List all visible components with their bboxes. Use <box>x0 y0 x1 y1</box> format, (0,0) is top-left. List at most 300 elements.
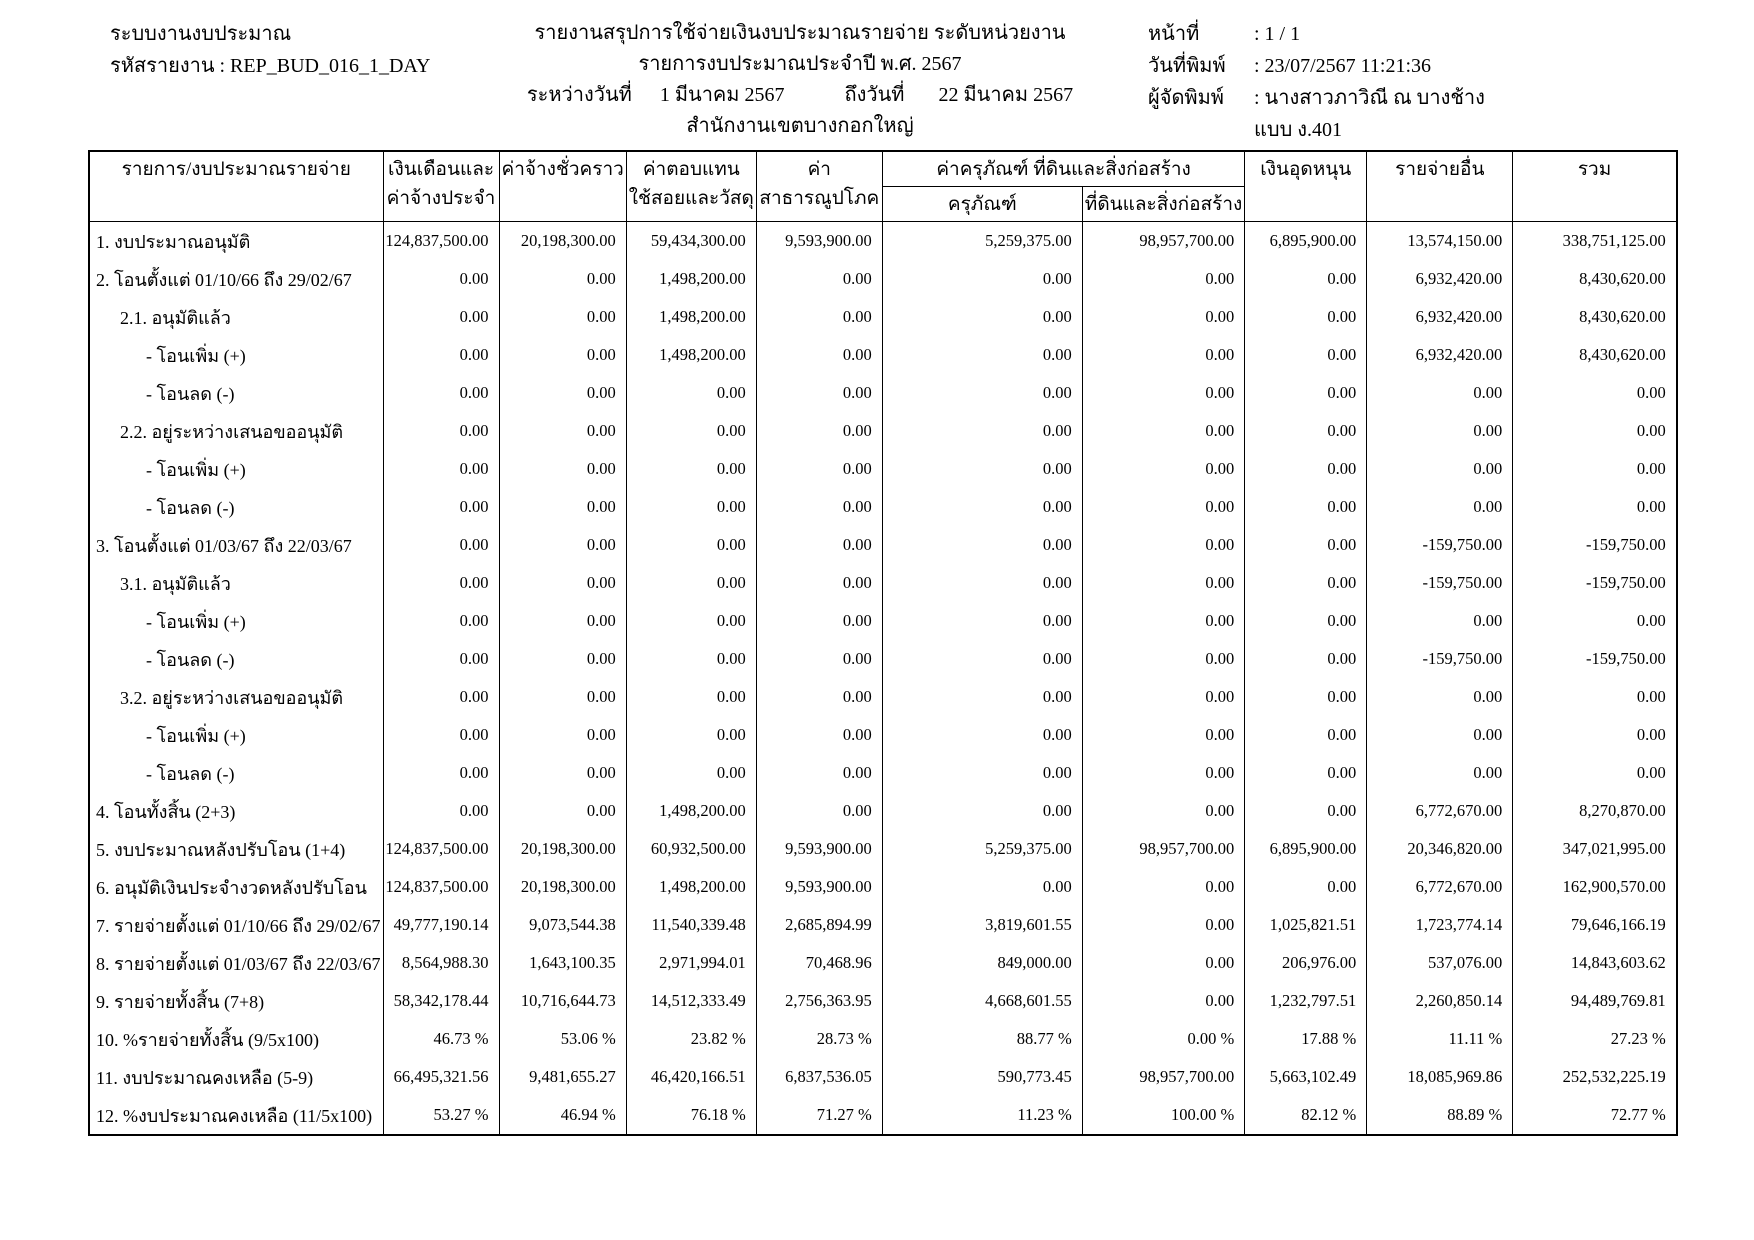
cell-value: 8,430,620.00 <box>1513 260 1677 298</box>
cell-value: 0.00 <box>1513 678 1677 716</box>
cell-value: 0.00 <box>626 526 756 564</box>
cell-value: 537,076.00 <box>1367 944 1513 982</box>
cell-value: 0.00 <box>383 526 499 564</box>
cell-value: 46,420,166.51 <box>626 1058 756 1096</box>
cell-value: 0.00 <box>1513 602 1677 640</box>
col-compensation-header <box>626 151 756 222</box>
table-row <box>89 298 1677 336</box>
cell-value: 0.00 <box>1245 716 1367 754</box>
cell-value: 6,895,900.00 <box>1245 830 1367 868</box>
page-number-label: หน้าที่ <box>1148 23 1200 45</box>
cell-value: 0.00 <box>1082 640 1244 678</box>
date-range-line <box>380 80 1220 111</box>
cell-value: 0.00 <box>1082 906 1244 944</box>
cell-value: 0.00 <box>1082 412 1244 450</box>
cell-value: 49,777,190.14 <box>383 906 499 944</box>
cell-value: 27.23 % <box>1513 1020 1677 1058</box>
cell-value: 0.00 <box>882 716 1082 754</box>
row-label: 10. %รายจ่ายทั้งสิ้น (9/5x100) <box>89 1020 383 1058</box>
col-salary-line2: ค่าจ้างประจำ <box>386 188 496 209</box>
cell-value: 0.00 <box>1245 564 1367 602</box>
cell-value: 0.00 <box>383 412 499 450</box>
cell-value: 1,723,774.14 <box>1367 906 1513 944</box>
cell-value: 46.73 % <box>383 1020 499 1058</box>
cell-value: 0.00 <box>1513 450 1677 488</box>
cell-value: 0.00 <box>499 564 626 602</box>
row-label: - โอนเพิ่ม (+) <box>89 450 383 488</box>
table-row <box>89 488 1677 526</box>
cell-value: 0.00 <box>1367 450 1513 488</box>
cell-value: 0.00 <box>882 260 1082 298</box>
cell-value: 0.00 <box>626 640 756 678</box>
cell-value: 76.18 % <box>626 1096 756 1135</box>
cell-value: 0.00 <box>383 374 499 412</box>
cell-value: 0.00 <box>756 488 882 526</box>
cell-value: 1,498,200.00 <box>626 298 756 336</box>
cell-value: 0.00 <box>499 450 626 488</box>
table-row <box>89 716 1677 754</box>
cell-value: 1,025,821.51 <box>1245 906 1367 944</box>
cell-value: 0.00 <box>1082 868 1244 906</box>
cell-value: 0.00 <box>882 678 1082 716</box>
cell-value: 0.00 <box>499 336 626 374</box>
cell-value: 0.00 <box>756 602 882 640</box>
cell-value: 0.00 <box>383 564 499 602</box>
cell-value: 72.77 % <box>1513 1096 1677 1135</box>
cell-value: 0.00 <box>1245 488 1367 526</box>
cell-value: 0.00 <box>1245 792 1367 830</box>
row-label: 3.2. อยู่ระหว่างเสนอขออนุมัติ <box>89 678 383 716</box>
budget-table-body <box>89 222 1677 1136</box>
cell-value: 0.00 <box>1082 716 1244 754</box>
table-row <box>89 564 1677 602</box>
cell-value: 0.00 <box>1082 944 1244 982</box>
cell-value: 6,932,420.00 <box>1367 336 1513 374</box>
row-label: - โอนลด (-) <box>89 754 383 792</box>
cell-value: 0.00 <box>1082 298 1244 336</box>
cell-value: 0.00 <box>499 374 626 412</box>
table-row <box>89 336 1677 374</box>
cell-value: 8,430,620.00 <box>1513 298 1677 336</box>
cell-value: 0.00 <box>1367 716 1513 754</box>
cell-value: 0.00 <box>1082 754 1244 792</box>
cell-value: 60,932,500.00 <box>626 830 756 868</box>
cell-value: 162,900,570.00 <box>1513 868 1677 906</box>
row-label: 4. โอนทั้งสิ้น (2+3) <box>89 792 383 830</box>
cell-value: 0.00 <box>626 564 756 602</box>
cell-value: -159,750.00 <box>1367 640 1513 678</box>
system-name: ระบบงานงบประมาณ <box>110 23 292 45</box>
table-row <box>89 260 1677 298</box>
cell-value: 0.00 <box>499 260 626 298</box>
cell-value: 0.00 <box>626 450 756 488</box>
row-label: 6. อนุมัติเงินประจำงวดหลังปรับโอน <box>89 868 383 906</box>
col-subsidy-header: เงินอุดหนุน <box>1245 151 1367 222</box>
table-row <box>89 830 1677 868</box>
col-land-subheader: ที่ดินและสิ่งก่อสร้าง <box>1082 187 1244 222</box>
cell-value: 4,668,601.55 <box>882 982 1082 1020</box>
row-label: 11. งบประมาณคงเหลือ (5-9) <box>89 1058 383 1096</box>
cell-value: 98,957,700.00 <box>1082 222 1244 261</box>
cell-value: 0.00 <box>1082 678 1244 716</box>
cell-value: 0.00 <box>1245 450 1367 488</box>
cell-value: 2,756,363.95 <box>756 982 882 1020</box>
cell-value: 0.00 <box>1082 526 1244 564</box>
cell-value: 0.00 <box>383 260 499 298</box>
cell-value: 53.27 % <box>383 1096 499 1135</box>
cell-value: 14,512,333.49 <box>626 982 756 1020</box>
row-label: 2. โอนตั้งแต่ 01/10/66 ถึง 29/02/67 <box>89 260 383 298</box>
table-row <box>89 944 1677 982</box>
table-row <box>89 374 1677 412</box>
col-temp-wage-header: ค่าจ้างชั่วคราว <box>499 151 626 222</box>
cell-value: 98,957,700.00 <box>1082 830 1244 868</box>
cell-value: 0.00 <box>499 678 626 716</box>
cell-value: 2,685,894.99 <box>756 906 882 944</box>
row-label: 12. %งบประมาณคงเหลือ (11/5x100) <box>89 1096 383 1135</box>
cell-value: 1,498,200.00 <box>626 792 756 830</box>
table-header <box>89 151 1677 222</box>
cell-value: 0.00 <box>756 754 882 792</box>
cell-value: 0.00 <box>1367 488 1513 526</box>
cell-value: 0.00 <box>499 526 626 564</box>
cell-value: 0.00 <box>383 298 499 336</box>
cell-value: 0.00 <box>383 716 499 754</box>
cell-value: 23.82 % <box>626 1020 756 1058</box>
cell-value: 338,751,125.00 <box>1513 222 1677 261</box>
cell-value: 6,772,670.00 <box>1367 792 1513 830</box>
cell-value: -159,750.00 <box>1513 564 1677 602</box>
row-label: - โอนลด (-) <box>89 640 383 678</box>
cell-value: 0.00 <box>499 488 626 526</box>
cell-value: 0.00 % <box>1082 1020 1244 1058</box>
cell-value: 71.27 % <box>756 1096 882 1135</box>
cell-value: 1,498,200.00 <box>626 868 756 906</box>
cell-value: 206,976.00 <box>1245 944 1367 982</box>
cell-value: 1,498,200.00 <box>626 336 756 374</box>
cell-value: 0.00 <box>882 412 1082 450</box>
cell-value: 46.94 % <box>499 1096 626 1135</box>
cell-value: 0.00 <box>882 488 1082 526</box>
col-salary-header <box>383 151 499 222</box>
cell-value: 0.00 <box>1245 678 1367 716</box>
cell-value: 0.00 <box>1367 602 1513 640</box>
cell-value: 9,481,655.27 <box>499 1058 626 1096</box>
cell-value: 70,468.96 <box>756 944 882 982</box>
cell-value: 20,198,300.00 <box>499 868 626 906</box>
from-date: 1 มีนาคม 2567 <box>659 84 785 106</box>
report-title-line2: รายการงบประมาณประจำปี พ.ศ. 2567 <box>638 53 962 75</box>
row-label: 2.2. อยู่ระหว่างเสนอขออนุมัติ <box>89 412 383 450</box>
cell-value: 0.00 <box>756 412 882 450</box>
cell-value: 0.00 <box>882 336 1082 374</box>
cell-value: 17.88 % <box>1245 1020 1367 1058</box>
cell-value: 0.00 <box>626 412 756 450</box>
cell-value: 0.00 <box>756 298 882 336</box>
table-row <box>89 754 1677 792</box>
row-label: 3.1. อนุมัติแล้ว <box>89 564 383 602</box>
cell-value: 0.00 <box>882 868 1082 906</box>
row-label: - โอนเพิ่ม (+) <box>89 336 383 374</box>
cell-value: -159,750.00 <box>1513 640 1677 678</box>
printed-by-label: ผู้จัดพิมพ์ <box>1148 87 1224 109</box>
cell-value: 0.00 <box>383 792 499 830</box>
cell-value: 1,232,797.51 <box>1245 982 1367 1020</box>
cell-value: -159,750.00 <box>1367 564 1513 602</box>
cell-value: 0.00 <box>1082 564 1244 602</box>
cell-value: 0.00 <box>1513 374 1677 412</box>
table-row <box>89 792 1677 830</box>
row-label: 8. รายจ่ายตั้งแต่ 01/03/67 ถึง 22/03/67 <box>89 944 383 982</box>
cell-value: 0.00 <box>1082 450 1244 488</box>
cell-value: 0.00 <box>383 640 499 678</box>
cell-value: 124,837,500.00 <box>383 868 499 906</box>
cell-value: 11.23 % <box>882 1096 1082 1135</box>
cell-value: 100.00 % <box>1082 1096 1244 1135</box>
cell-value: 9,593,900.00 <box>756 222 882 261</box>
cell-value: 3,819,601.55 <box>882 906 1082 944</box>
table-row <box>89 412 1677 450</box>
cell-value: 0.00 <box>499 640 626 678</box>
row-label: 2.1. อนุมัติแล้ว <box>89 298 383 336</box>
cell-value: 98,957,700.00 <box>1082 1058 1244 1096</box>
col-utilities-line2: สาธารณูปโภค <box>759 188 880 209</box>
cell-value: 20,198,300.00 <box>499 830 626 868</box>
table-row <box>89 222 1677 261</box>
cell-value: 0.00 <box>756 526 882 564</box>
cell-value: 6,895,900.00 <box>1245 222 1367 261</box>
cell-value: 0.00 <box>499 792 626 830</box>
col-salary-line1: เงินเดือนและ <box>387 159 495 180</box>
cell-value: 0.00 <box>882 602 1082 640</box>
cell-value: 0.00 <box>383 754 499 792</box>
cell-value: 347,021,995.00 <box>1513 830 1677 868</box>
cell-value: 82.12 % <box>1245 1096 1367 1135</box>
cell-value: 124,837,500.00 <box>383 222 499 261</box>
table-row <box>89 982 1677 1020</box>
cell-value: 252,532,225.19 <box>1513 1058 1677 1096</box>
cell-value: 8,270,870.00 <box>1513 792 1677 830</box>
print-date-label: วันที่พิมพ์ <box>1148 55 1226 77</box>
cell-value: 1,643,100.35 <box>499 944 626 982</box>
cell-value: 59,434,300.00 <box>626 222 756 261</box>
to-label: ถึงวันที่ <box>844 84 905 106</box>
report-code: รหัสรายงาน : REP_BUD_016_1_DAY <box>110 55 431 77</box>
cell-value: 2,971,994.01 <box>626 944 756 982</box>
cell-value: 14,843,603.62 <box>1513 944 1677 982</box>
cell-value: 0.00 <box>882 526 1082 564</box>
report-title-line1: รายงานสรุปการใช้จ่ายเงินงบประมาณรายจ่าย ระดับหน่วยงาน <box>534 22 1066 44</box>
table-row <box>89 1096 1677 1135</box>
row-label: - โอนลด (-) <box>89 488 383 526</box>
cell-value: 0.00 <box>383 488 499 526</box>
cell-value: 0.00 <box>383 678 499 716</box>
cell-value: 0.00 <box>626 754 756 792</box>
cell-value: 0.00 <box>882 792 1082 830</box>
page-number-value: : 1 / 1 <box>1254 23 1301 45</box>
table-row <box>89 1058 1677 1096</box>
col-equipment-subheader: ครุภัณฑ์ <box>882 187 1082 222</box>
cell-value: 0.00 <box>1513 412 1677 450</box>
cell-value: 6,772,670.00 <box>1367 868 1513 906</box>
cell-value: 0.00 <box>882 564 1082 602</box>
cell-value: 0.00 <box>1082 488 1244 526</box>
row-label: 5. งบประมาณหลังปรับโอน (1+4) <box>89 830 383 868</box>
cell-value: 0.00 <box>882 298 1082 336</box>
header-center-block <box>380 18 1220 142</box>
cell-value: 849,000.00 <box>882 944 1082 982</box>
cell-value: 0.00 <box>1367 412 1513 450</box>
col-compensation-line1: ค่าตอบแทน <box>642 159 740 180</box>
row-label: - โอนเพิ่ม (+) <box>89 602 383 640</box>
cell-value: 8,430,620.00 <box>1513 336 1677 374</box>
cell-value: 0.00 <box>499 298 626 336</box>
cell-value: 0.00 <box>383 602 499 640</box>
col-utilities-header <box>756 151 882 222</box>
cell-value: 5,259,375.00 <box>882 222 1082 261</box>
cell-value: 88.89 % <box>1367 1096 1513 1135</box>
to-date: 22 มีนาคม 2567 <box>938 84 1074 106</box>
row-label: 1. งบประมาณอนุมัติ <box>89 222 383 261</box>
cell-value: 66,495,321.56 <box>383 1058 499 1096</box>
cell-value: 10,716,644.73 <box>499 982 626 1020</box>
cell-value: 0.00 <box>1082 982 1244 1020</box>
cell-value: 0.00 <box>1513 716 1677 754</box>
row-label: 7. รายจ่ายตั้งแต่ 01/10/66 ถึง 29/02/67 <box>89 906 383 944</box>
cell-value: 0.00 <box>1513 754 1677 792</box>
printed-by-value: : นางสาวภาวิณี ณ บางช้าง <box>1254 87 1485 109</box>
cell-value: 88.77 % <box>882 1020 1082 1058</box>
row-label: 3. โอนตั้งแต่ 01/03/67 ถึง 22/03/67 <box>89 526 383 564</box>
cell-value: 8,564,988.30 <box>383 944 499 982</box>
cell-value: 0.00 <box>1082 260 1244 298</box>
cell-value: 0.00 <box>383 450 499 488</box>
cell-value: 53.06 % <box>499 1020 626 1058</box>
cell-value: -159,750.00 <box>1367 526 1513 564</box>
cell-value: 6,837,536.05 <box>756 1058 882 1096</box>
cell-value: 0.00 <box>756 678 882 716</box>
cell-value: 0.00 <box>1513 488 1677 526</box>
cell-value: 0.00 <box>1082 336 1244 374</box>
cell-value: 0.00 <box>756 564 882 602</box>
col-other-expense-header: รายจ่ายอื่น <box>1367 151 1513 222</box>
cell-value: 0.00 <box>882 374 1082 412</box>
cell-value: 6,932,420.00 <box>1367 298 1513 336</box>
cell-value: 0.00 <box>626 678 756 716</box>
cell-value: 0.00 <box>882 450 1082 488</box>
cell-value: 0.00 <box>882 640 1082 678</box>
cell-value: 0.00 <box>626 488 756 526</box>
cell-value: 0.00 <box>756 450 882 488</box>
cell-value: 0.00 <box>1082 602 1244 640</box>
cell-value: 0.00 <box>882 754 1082 792</box>
cell-value: -159,750.00 <box>1513 526 1677 564</box>
table-row <box>89 678 1677 716</box>
cell-value: 0.00 <box>1245 526 1367 564</box>
cell-value: 5,259,375.00 <box>882 830 1082 868</box>
cell-value: 0.00 <box>1245 754 1367 792</box>
cell-value: 0.00 <box>756 640 882 678</box>
cell-value: 0.00 <box>1245 336 1367 374</box>
cell-value: 1,498,200.00 <box>626 260 756 298</box>
cell-value: 58,342,178.44 <box>383 982 499 1020</box>
col-utilities-line1: ค่า <box>807 159 831 180</box>
cell-value: 0.00 <box>1245 868 1367 906</box>
cell-value: 0.00 <box>499 602 626 640</box>
header-meta-block <box>1148 18 1485 146</box>
cell-value: 13,574,150.00 <box>1367 222 1513 261</box>
between-label: ระหว่างวันที่ <box>526 84 632 106</box>
cell-value: 590,773.45 <box>882 1058 1082 1096</box>
cell-value: 11,540,339.48 <box>626 906 756 944</box>
cell-value: 0.00 <box>756 716 882 754</box>
budget-table <box>88 150 1678 1136</box>
cell-value: 18,085,969.86 <box>1367 1058 1513 1096</box>
row-label: - โอนลด (-) <box>89 374 383 412</box>
cell-value: 9,593,900.00 <box>756 830 882 868</box>
cell-value: 0.00 <box>756 260 882 298</box>
table-row <box>89 602 1677 640</box>
office-name: สำนักงานเขตบางกอกใหญ่ <box>686 115 914 137</box>
cell-value: 0.00 <box>1245 640 1367 678</box>
cell-value: 0.00 <box>1245 260 1367 298</box>
cell-value: 9,593,900.00 <box>756 868 882 906</box>
cell-value: 0.00 <box>1367 754 1513 792</box>
cell-value: 11.11 % <box>1367 1020 1513 1058</box>
table-row <box>89 640 1677 678</box>
cell-value: 20,198,300.00 <box>499 222 626 261</box>
cell-value: 0.00 <box>1082 374 1244 412</box>
print-date-value: : 23/07/2567 11:21:36 <box>1254 55 1432 77</box>
cell-value: 0.00 <box>756 374 882 412</box>
col-item-header: รายการ/งบประมาณรายจ่าย <box>89 151 383 222</box>
table-row <box>89 906 1677 944</box>
cell-value: 124,837,500.00 <box>383 830 499 868</box>
cell-value: 0.00 <box>1082 792 1244 830</box>
cell-value: 0.00 <box>1245 298 1367 336</box>
cell-value: 0.00 <box>756 792 882 830</box>
table-row <box>89 1020 1677 1058</box>
cell-value: 0.00 <box>1245 602 1367 640</box>
cell-value: 28.73 % <box>756 1020 882 1058</box>
cell-value: 0.00 <box>499 754 626 792</box>
col-group-equipment-land-header: ค่าครุภัณฑ์ ที่ดินและสิ่งก่อสร้าง <box>882 151 1244 187</box>
cell-value: 0.00 <box>1245 374 1367 412</box>
cell-value: 0.00 <box>499 716 626 754</box>
row-label: - โอนเพิ่ม (+) <box>89 716 383 754</box>
cell-value: 9,073,544.38 <box>499 906 626 944</box>
cell-value: 0.00 <box>499 412 626 450</box>
form-code: แบบ ง.401 <box>1254 119 1343 141</box>
cell-value: 0.00 <box>626 374 756 412</box>
row-label: 9. รายจ่ายทั้งสิ้น (7+8) <box>89 982 383 1020</box>
cell-value: 0.00 <box>756 336 882 374</box>
col-total-header: รวม <box>1513 151 1677 222</box>
table-row <box>89 450 1677 488</box>
cell-value: 20,346,820.00 <box>1367 830 1513 868</box>
cell-value: 0.00 <box>1245 412 1367 450</box>
table-row <box>89 526 1677 564</box>
col-compensation-line2: ใช้สอยและวัสดุ <box>628 188 754 209</box>
table-row <box>89 868 1677 906</box>
cell-value: 2,260,850.14 <box>1367 982 1513 1020</box>
cell-value: 0.00 <box>1367 678 1513 716</box>
cell-value: 6,932,420.00 <box>1367 260 1513 298</box>
cell-value: 0.00 <box>626 602 756 640</box>
cell-value: 0.00 <box>626 716 756 754</box>
cell-value: 94,489,769.81 <box>1513 982 1677 1020</box>
cell-value: 0.00 <box>1367 374 1513 412</box>
